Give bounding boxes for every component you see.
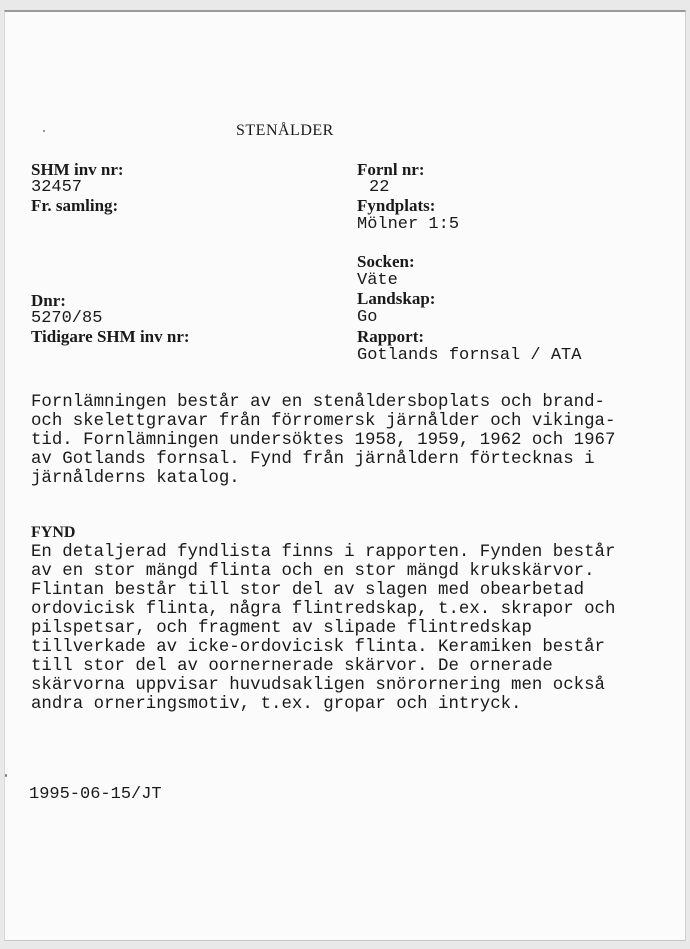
fynd-line: till stor del av oornernerade skärvor. De ornerade: [31, 657, 553, 676]
description-line: järnålderns katalog.: [31, 469, 240, 488]
scan-speck: [5, 774, 7, 777]
fynd-line: av en stor mängd flinta och en stor mängd krukskärvor.: [31, 562, 595, 581]
rapport-label: Rapport:: [357, 327, 425, 346]
fyndplats-label: Fyndplats:: [357, 196, 436, 215]
fynd-heading: FYND: [31, 524, 76, 541]
description-line: av Gotlands fornsal. Fynd från järnåldern förtecknas i: [31, 450, 595, 469]
landskap-label: Landskap:: [357, 289, 436, 308]
fynd-line: skärvorna uppvisar huvudsakligen snörornering men också: [31, 676, 605, 695]
fynd-line: Flintan består till stor del av slagen med obearbetad: [31, 581, 585, 600]
rapport-value: Gotlands fornsal / ATA: [357, 346, 582, 365]
scan-speck: [43, 130, 45, 132]
fynd-line: En detaljerad fyndlista finns i rapporten. Fynden består: [31, 543, 616, 562]
dnr-value: 5270/85: [31, 309, 103, 328]
landskap-value: Go: [357, 308, 378, 327]
dnr-label: Dnr:: [31, 291, 66, 310]
fr-samling-label: Fr. samling:: [31, 196, 119, 215]
fornl-nr-label: Fornl nr:: [357, 160, 425, 179]
fornl-nr-value: 22: [369, 178, 390, 197]
page-title: STENÅLDER: [236, 122, 334, 139]
description-line: Fornlämningen består av en stenåldersboplats och brand-: [31, 393, 605, 412]
fynd-line: ordovicisk flinta, några flintredskap, t.ex. skrapor och: [31, 600, 616, 619]
tidigare-shm-label: Tidigare SHM inv nr:: [31, 327, 190, 346]
fynd-line: tillverkade av icke-ordovicisk flinta. Keramiken består: [31, 638, 605, 657]
description-line: och skelettgravar från förromersk järnålder och vikinga-: [31, 412, 616, 431]
shm-inv-value: 32457: [31, 178, 83, 197]
fynd-line: pilspetsar, och fragment av slipade flintredskap: [31, 619, 532, 638]
socken-value: Väte: [357, 271, 398, 290]
catalog-card: [4, 10, 686, 941]
shm-inv-label: SHM inv nr:: [31, 160, 124, 179]
fyndplats-value: Mölner 1:5: [357, 215, 460, 234]
fynd-line: andra orneringsmotiv, t.ex. gropar och intryck.: [31, 695, 522, 714]
date-signature: 1995-06-15/JT: [29, 785, 162, 804]
description-line: tid. Fornlämningen undersöktes 1958, 1959, 1962 och 1967: [31, 431, 616, 450]
socken-label: Socken:: [357, 252, 415, 271]
